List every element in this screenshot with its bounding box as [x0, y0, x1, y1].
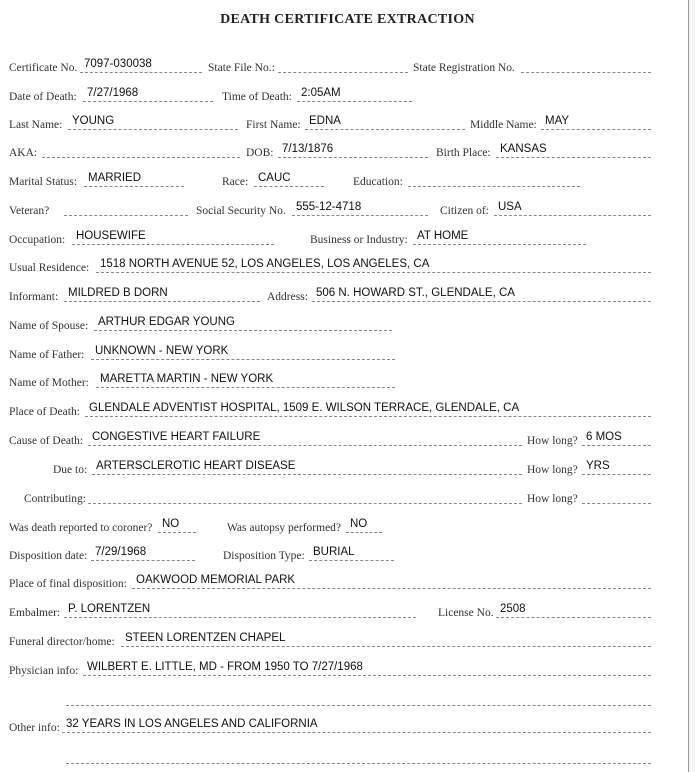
label-state-file-no: State File No.: — [208, 62, 275, 74]
label-due-to: Due to: — [53, 464, 88, 476]
label-contributing: Contributing: — [24, 493, 86, 505]
field-place-of-death: GLENDALE ADVENTIST HOSPITAL, 1509 E. WILSON TERRACE, GLENDALE, CA — [85, 402, 651, 417]
field-how-long-due: YRS — [582, 460, 651, 475]
label-citizen-of: Citizen of: — [440, 205, 489, 217]
field-state-file-no — [278, 58, 408, 73]
field-dob: 7/13/1876 — [278, 143, 428, 158]
label-date-of-death: Date of Death: — [9, 91, 77, 103]
label-birth-place: Birth Place: — [436, 147, 491, 159]
row-informant — [0, 287, 695, 305]
field-disposition-date: 7/29/1968 — [91, 546, 195, 561]
field-contributing — [88, 489, 522, 504]
label-informant: Informant: — [9, 291, 59, 303]
label-how-long-cause: How long? — [527, 435, 578, 447]
label-disposition-date: Disposition date: — [9, 550, 88, 562]
field-other-info: 32 YEARS IN LOS ANGELES AND CALIFORNIA — [62, 718, 651, 733]
row-veteran — [0, 201, 695, 219]
label-physician: Physician info: — [9, 665, 79, 677]
row-other-info — [0, 718, 695, 736]
label-funeral-director: Funeral director/home: — [9, 636, 115, 648]
field-occupation: HOUSEWIFE — [72, 230, 274, 245]
row-father — [0, 345, 695, 363]
label-coroner: Was death reported to coroner? — [9, 522, 153, 534]
field-business: AT HOME — [413, 230, 586, 245]
label-last-name: Last Name: — [9, 119, 63, 131]
field-disposition-type: BURIAL — [309, 546, 394, 561]
field-cause-of-death: CONGESTIVE HEART FAILURE — [88, 431, 522, 446]
field-marital-status: MARRIED — [84, 172, 184, 187]
row-marital — [0, 172, 695, 190]
label-how-long-due: How long? — [527, 464, 578, 476]
row-residence — [0, 258, 695, 276]
field-citizen-of: USA — [494, 201, 651, 216]
label-time-of-death: Time of Death: — [222, 91, 292, 103]
label-certificate-no: Certificate No. — [9, 62, 78, 74]
label-license-no: License No. — [438, 607, 494, 619]
label-cause-of-death: Cause of Death: — [9, 435, 84, 447]
label-ssn: Social Security No. — [196, 205, 286, 217]
field-aka — [42, 143, 240, 158]
field-veteran — [64, 201, 188, 216]
document-title: DEATH CERTIFICATE EXTRACTION — [220, 12, 475, 27]
row-embalmer — [0, 603, 695, 621]
row-cause — [0, 431, 695, 449]
field-father: UNKNOWN - NEW YORK — [91, 345, 395, 360]
row-occupation — [0, 230, 695, 248]
label-state-registration-no: State Registration No. — [413, 62, 515, 74]
field-address: 506 N. HOWARD ST., GLENDALE, CA — [312, 287, 651, 302]
field-education — [408, 172, 580, 187]
row-due-to — [0, 460, 695, 478]
field-first-name: EDNA — [305, 115, 465, 130]
label-final-disposition: Place of final disposition: — [9, 578, 127, 590]
field-birth-place: KANSAS — [496, 143, 651, 158]
row-coroner — [0, 518, 695, 536]
label-education: Education: — [353, 176, 403, 188]
field-coroner: NO — [158, 518, 196, 533]
label-mother: Name of Mother: — [9, 377, 89, 389]
field-time-of-death: 2:05AM — [297, 87, 412, 102]
label-place-of-death: Place of Death: — [9, 406, 80, 418]
row-names — [0, 115, 695, 133]
field-last-name: YOUNG — [68, 115, 238, 130]
row-certificate — [0, 58, 695, 76]
label-middle-name: Middle Name: — [470, 119, 537, 131]
row-aka — [0, 143, 695, 161]
field-race: CAUC — [254, 172, 324, 187]
field-certificate-no: 7097-030038 — [80, 58, 202, 73]
field-how-long-contributing — [582, 489, 651, 504]
field-embalmer: P. LORENTZEN — [64, 603, 416, 618]
label-autopsy: Was autopsy performed? — [227, 522, 342, 534]
other-info-extra-line — [66, 748, 651, 764]
label-race: Race: — [222, 176, 249, 188]
row-mother — [0, 373, 695, 391]
field-informant: MILDRED B DORN — [64, 287, 260, 302]
field-date-of-death: 7/27/1968 — [83, 87, 213, 102]
label-first-name: First Name: — [246, 119, 301, 131]
field-autopsy: NO — [346, 518, 382, 533]
label-embalmer: Embalmer: — [9, 607, 61, 619]
field-mother: MARETTA MARTIN - NEW YORK — [96, 373, 395, 388]
row-death-date — [0, 87, 695, 105]
label-aka: AKA: — [9, 147, 38, 159]
row-final-disposition — [0, 574, 695, 592]
field-ssn: 555-12-4718 — [292, 201, 428, 216]
label-disposition-type: Disposition Type: — [223, 550, 305, 562]
row-disposition — [0, 546, 695, 564]
label-address: Address: — [267, 291, 308, 303]
field-usual-residence: 1518 NORTH AVENUE 52, LOS ANGELES, LOS ANGELES, CA — [96, 258, 651, 273]
label-other-info: Other info: — [9, 722, 60, 734]
field-physician: WILBERT E. LITTLE, MD - FROM 1950 TO 7/27/1968 — [83, 661, 651, 676]
field-state-registration-no — [521, 58, 651, 73]
label-marital-status: Marital Status: — [9, 176, 78, 188]
label-spouse: Name of Spouse: — [9, 320, 89, 332]
label-occupation: Occupation: — [9, 234, 66, 246]
field-funeral-director: STEEN LORENTZEN CHAPEL — [121, 632, 651, 647]
row-funeral — [0, 632, 695, 650]
label-how-long-contributing: How long? — [527, 493, 578, 505]
label-business: Business or Industry: — [310, 234, 408, 246]
row-spouse — [0, 316, 695, 334]
field-how-long-cause: 6 MOS — [582, 431, 651, 446]
label-father: Name of Father: — [9, 349, 85, 361]
field-final-disposition: OAKWOOD MEMORIAL PARK — [132, 574, 651, 589]
row-physician — [0, 661, 695, 679]
field-middle-name: MAY — [541, 115, 651, 130]
label-usual-residence: Usual Residence: — [9, 262, 90, 274]
row-contributing — [0, 489, 695, 507]
field-license-no: 2508 — [496, 603, 651, 618]
row-place-of-death — [0, 402, 695, 420]
field-due-to: ARTERSCLEROTIC HEART DISEASE — [92, 460, 522, 475]
field-spouse: ARTHUR EDGAR YOUNG — [94, 316, 392, 331]
label-dob: DOB: — [246, 147, 274, 159]
label-veteran: Veteran? — [9, 205, 50, 217]
physician-extra-line — [66, 690, 651, 706]
